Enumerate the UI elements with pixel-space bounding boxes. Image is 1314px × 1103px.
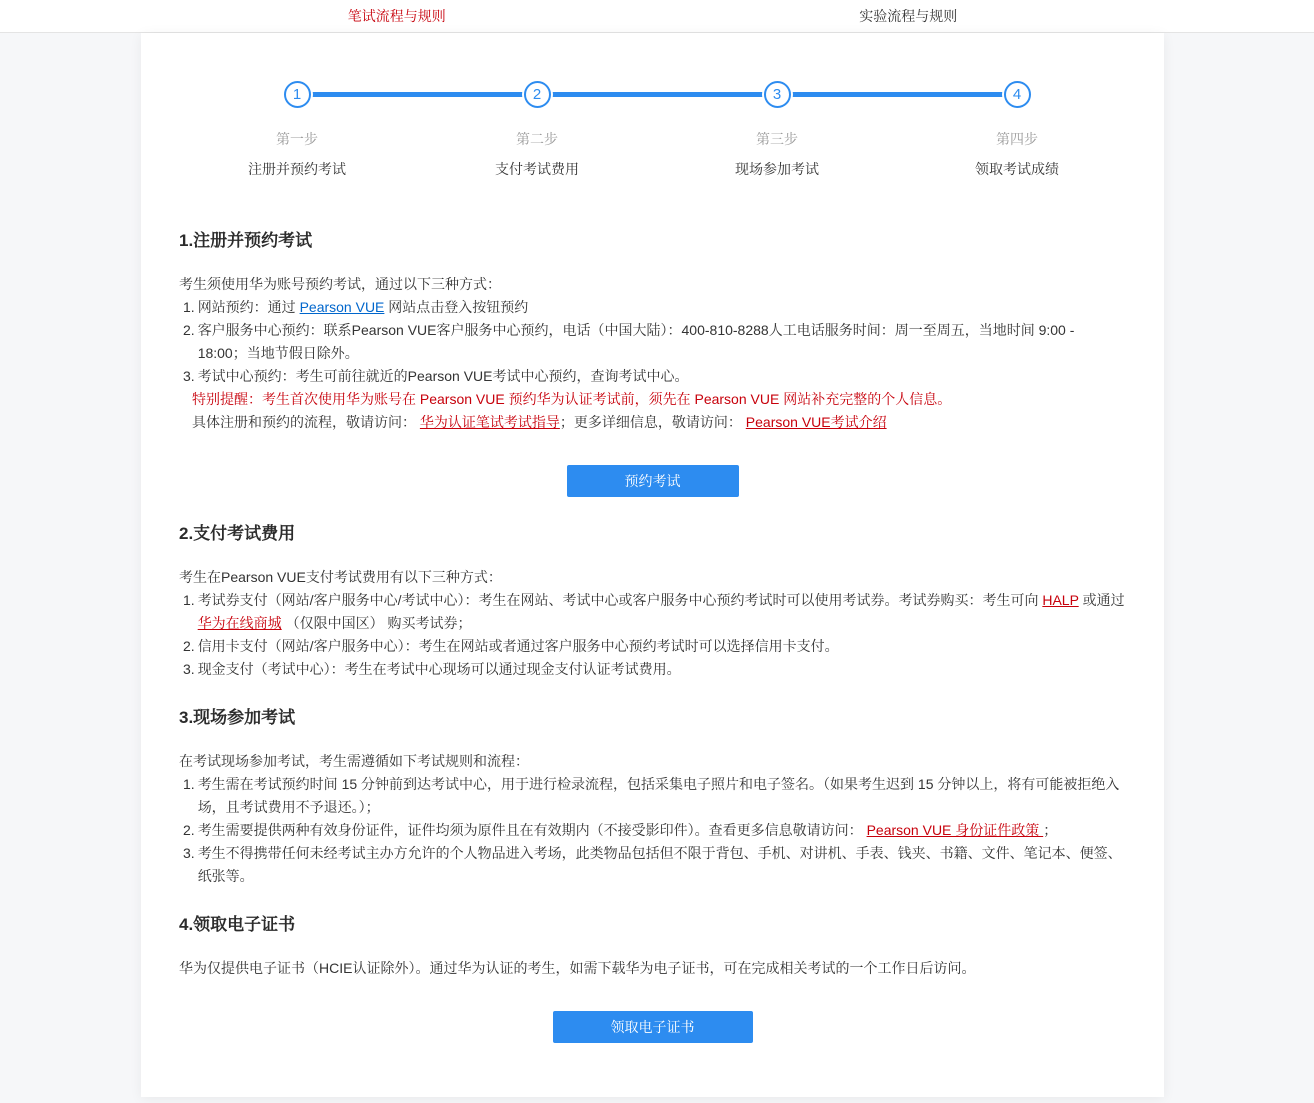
tab-written-exam-rules[interactable]: 笔试流程与规则 [347, 8, 446, 24]
list-item [179, 365, 1126, 388]
list-item-number: 2. [183, 638, 195, 654]
step-name: 现场参加考试 [735, 161, 819, 177]
list-item [179, 296, 1126, 319]
top-tab-bar [0, 0, 1314, 33]
list-item-text [198, 296, 1126, 319]
text-run: 具体注册和预约的流程，敬请访问： [192, 414, 420, 430]
section-heading: 2.支付考试费用 [179, 524, 296, 543]
step-label: 第四步 [996, 131, 1038, 147]
pearson-vue-intro-link[interactable]: Pearson VUE考试介绍 [745, 414, 887, 430]
halp-link[interactable]: HALP [1042, 592, 1079, 608]
step-number-circle: 4 [1004, 81, 1031, 108]
step-label: 第二步 [516, 131, 558, 147]
step-label: 第一步 [276, 131, 318, 147]
text-run: 或通过 [1078, 592, 1125, 608]
section-intro [179, 273, 1126, 296]
section-onsite-exam [179, 708, 1126, 888]
list-item-number: 3. [183, 661, 195, 677]
ordered-list [179, 589, 1126, 681]
text-run: 考生须使用华为账号预约考试，通过以下三种方式： [179, 276, 501, 292]
step-number-circle: 1 [284, 81, 311, 108]
button-row [179, 465, 1126, 497]
section-heading: 4.领取电子证书 [179, 915, 296, 934]
huawei-online-store-link[interactable]: 华为在线商城 [197, 615, 282, 631]
step-name: 支付考试费用 [495, 161, 579, 177]
text-run: 华为仅提供电子证书（HCIE认证除外）。通过华为认证的考生，如需下载华为电子证书，可在完成相关考试的一个工作日后访问。 [179, 960, 976, 976]
pearson-vue-link[interactable]: Pearson VUE [299, 299, 385, 315]
section-payment [179, 524, 1126, 681]
step-number-circle: 3 [764, 81, 791, 108]
ordered-list [179, 773, 1126, 888]
content-card [141, 33, 1164, 1097]
text-run: 考试中心预约：考生可前往就近的Pearson VUE考试中心预约，查询考试中心。 [197, 368, 689, 384]
text-run: 考生需在考试预约时间 15 分钟前到达考试中心，用于进行检录流程，包括采集电子照片和电子签名。（如果考生迟到 15 分钟以上，将有可能被拒绝入场，且考试费用不予退还。）； [197, 776, 1120, 815]
text-run: （仅限中国区） 购买考试券； [281, 615, 472, 631]
text-run: 考生在Pearson VUE支付考试费用有以下三种方式： [179, 569, 502, 585]
text-run: 考生不得携带任何未经考试主办方允许的个人物品进入考场，此类物品包括但不限于背包、手机、对讲机、手表、钱夹、书籍、文件、笔记本、便签、纸张等。 [197, 845, 1122, 884]
book-exam-button[interactable]: 预约考试 [567, 465, 739, 497]
section-heading: 1.注册并预约考试 [179, 231, 313, 250]
list-item-text [198, 773, 1126, 819]
written-exam-guide-link[interactable]: 华为认证笔试考试指导 [419, 414, 560, 430]
tab-lab-exam-rules[interactable]: 实验流程与规则 [859, 8, 958, 24]
list-item [179, 842, 1126, 888]
text-run: ；更多详细信息，敬请访问： [559, 414, 746, 430]
stepper-step-3 [657, 81, 897, 179]
list-item-text [198, 319, 1126, 365]
list-item-number: 1. [183, 776, 195, 792]
text-run: 客户服务中心预约：联系Pearson VUE客户服务中心预约，电话（中国大陆）：400-810-8288人工电话服务时间：周一至周五，当地时间 9:00 - 18:00；当地节假日除外。 [197, 322, 1075, 361]
list-item-number: 2. [183, 822, 195, 838]
step-label: 第三步 [756, 131, 798, 147]
stepper-step-4 [897, 81, 1137, 179]
section-heading: 3.现场参加考试 [179, 708, 296, 727]
list-item-number: 3. [183, 368, 195, 384]
section-certificate [179, 915, 1126, 1043]
section-intro [179, 957, 1126, 980]
stepper-step-2 [417, 81, 657, 179]
list-item [179, 658, 1126, 681]
step-name: 注册并预约考试 [248, 161, 346, 177]
text-run: 现金支付（考试中心）：考生在考试中心现场可以通过现金支付认证考试费用。 [197, 661, 681, 677]
list-item-text [198, 589, 1126, 635]
id-policy-link[interactable]: Pearson VUE 身份证件政策 [866, 822, 1044, 838]
text-run: 网站点击登入按钮预约 [384, 299, 529, 315]
list-item-text [198, 635, 1126, 658]
list-item-text [198, 819, 1126, 842]
stepper-step-1 [177, 81, 417, 179]
step-number-circle: 2 [524, 81, 551, 108]
text-run: 信用卡支付（网站/客户服务中心）：考生在网站或者通过客户服务中心预约考试时可以选择信用卡支付。 [197, 638, 839, 654]
section-register [179, 231, 1126, 497]
list-item-text [198, 365, 1126, 388]
text-run: 考试券支付（网站/客户服务中心/考试中心）：考生在网站、考试中心或客户服务中心预约考试时可以使用考试券。考试券购买：考生可向 [197, 592, 1043, 608]
sections-container [179, 231, 1126, 1043]
ordered-list [179, 296, 1126, 388]
list-item [179, 635, 1126, 658]
list-item-number: 1. [183, 592, 195, 608]
list-item-number: 1. [183, 299, 195, 315]
text-run: 考生需要提供两种有效身份证件，证件均须为原件且在有效期内（不接受影印件）。查看更多信息敬请访问： [197, 822, 867, 838]
text-run: 网站预约：通过 [197, 299, 300, 315]
text-run: 在考试现场参加考试，考生需遵循如下考试规则和流程： [179, 753, 529, 769]
get-certificate-button[interactable]: 领取电子证书 [553, 1011, 753, 1043]
progress-stepper [177, 81, 1137, 179]
list-item [179, 773, 1126, 819]
list-item [179, 319, 1126, 365]
list-item-text [198, 842, 1126, 888]
list-item [179, 819, 1126, 842]
button-row [179, 1011, 1126, 1043]
note-line [192, 411, 1126, 434]
list-item-text [198, 658, 1126, 681]
note-line [192, 388, 1126, 411]
list-item-number: 3. [183, 845, 195, 861]
text-run: ； [1043, 822, 1058, 838]
tab-strip [141, 0, 1164, 32]
list-item [179, 589, 1126, 635]
section-intro [179, 750, 1126, 773]
step-name: 领取考试成绩 [975, 161, 1059, 177]
text-run: 特别提醒：考生首次使用华为账号在 Pearson VUE 预约华为认证考试前，须先在 Pearson VUE 网站补充完整的个人信息。 [192, 391, 952, 407]
list-item-number: 2. [183, 322, 195, 338]
section-intro [179, 566, 1126, 589]
